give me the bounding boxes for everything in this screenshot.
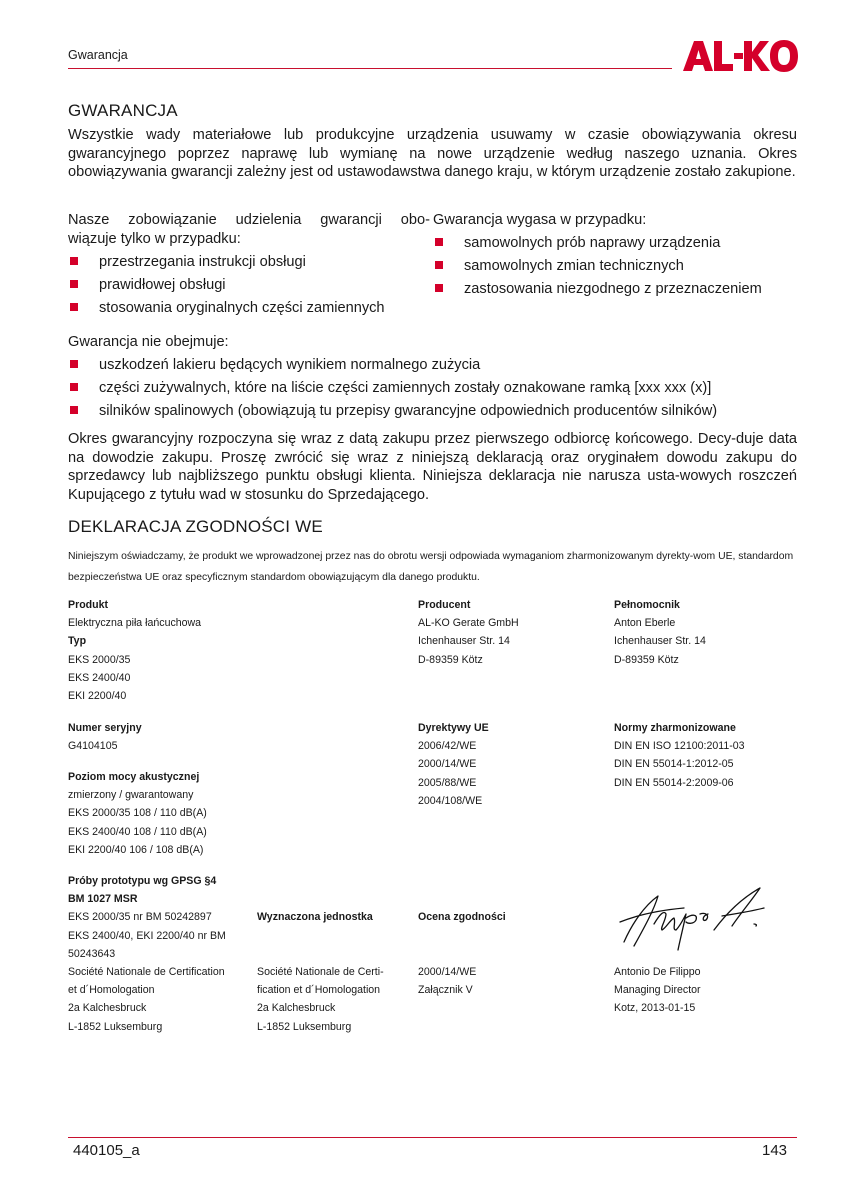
header-rule: [68, 68, 672, 69]
directive-item: 2000/14/WE: [418, 758, 477, 771]
footer-rule: [68, 1137, 797, 1138]
prototype-line: EKS 2400/40, EKI 2200/40 nr BM: [68, 929, 226, 942]
directive-item: 2006/42/WE: [418, 740, 477, 753]
list-item: silników spalinowych (obowiązują tu przepisy gwarancyjne odpowiednich producentów silników): [68, 402, 797, 421]
obligation-line-1: Nasze zobowiązanie udzielenia gwarancji obo-: [68, 212, 430, 228]
type-value: EKS 2000/35: [68, 653, 131, 666]
representative-line: Anton Eberle: [614, 617, 676, 630]
bullet-square-icon: [70, 280, 78, 288]
obligation-line-2: wiązuje tylko w przypadku:: [68, 230, 241, 247]
obligation-list: [68, 253, 430, 318]
sound-block: [68, 768, 253, 859]
notified-line: L-1852 Luksemburg: [257, 1020, 352, 1033]
page-number: 143: [762, 1142, 788, 1159]
declaration-title: DEKLARACJA ZGODNOŚCI WE: [68, 517, 323, 536]
producer-block: [418, 596, 598, 669]
declaration-intro: Niniejszym oświadczamy, że produkt we wprowadzonej przez nas do obrotu wersji odpowiada wymaganiom zharmonizowanym dyrekty-wom UE, standardom bezpieczeństwa UE oraz specyficznym standardom obowiązującym dla danego produktu.: [68, 551, 794, 583]
bullet-square-icon: [435, 261, 443, 269]
prototype-line: et d´Homologation: [68, 984, 155, 997]
list-item: samowolnych zmian technicznych: [433, 257, 797, 276]
bullet-square-icon: [70, 303, 78, 311]
norm-item: DIN EN 55014-2:2009-06: [614, 776, 734, 789]
product-value: Elektryczna piła łańcuchowa: [68, 617, 202, 630]
type-value: EKS 2400/40: [68, 671, 131, 684]
signature-image: [614, 884, 774, 956]
running-header: Gwarancja: [68, 48, 128, 62]
producer-label: Producent: [418, 599, 471, 611]
prototype-line: 2a Kalchesbruck: [68, 1002, 147, 1015]
representative-line: Ichenhauser Str. 14: [614, 635, 706, 648]
representative-block: [614, 596, 794, 669]
producer-line: D-89359 Kötz: [418, 653, 483, 666]
prototype-line: EKS 2000/35 nr BM 50242897: [68, 911, 212, 924]
directives-block: [418, 719, 598, 810]
bullet-square-icon: [70, 406, 78, 414]
signer-name: Antonio De Filippo: [614, 966, 701, 978]
sound-line: EKS 2000/35 108 / 110 dB(A): [68, 807, 207, 820]
product-label: Produkt: [68, 599, 109, 611]
notified-line: 2a Kalchesbruck: [257, 1002, 336, 1015]
norm-item: DIN EN ISO 12100:2011-03: [614, 740, 745, 753]
prototype-label: BM 1027 MSR: [68, 893, 138, 906]
conformity-line: 2000/14/WE: [418, 966, 477, 978]
notified-line: fication et d´Homologation: [257, 984, 381, 997]
serial-value: G4104105: [68, 740, 118, 753]
excludes-list: [68, 356, 797, 421]
alko-logo: [683, 40, 798, 72]
excludes-block: [68, 333, 797, 421]
obligation-column: [68, 211, 430, 317]
prototype-line: 50243643: [68, 947, 116, 960]
serial-block: [68, 719, 248, 755]
warranty-intro: Wszystkie wady materiałowe lub produkcyjne urządzenia usuwamy w czasie obowiązywania okresu gwarancyjnego poprzez naprawę lub wymianę na nowe urządzenie według naszego uznania. Okres obowiązywania gwarancji zależny jest od ustawodawstwa danego kraju, w którym urządzenie zostało zakupione.: [68, 127, 797, 180]
sound-line: EKI 2200/40 106 / 108 dB(A): [68, 843, 204, 856]
list-item: stosowania oryginalnych części zamiennych: [68, 299, 430, 318]
document-number: 440105_a: [73, 1142, 140, 1159]
list-item: samowolnych prób naprawy urządzenia: [433, 234, 797, 253]
directive-item: 2005/88/WE: [418, 776, 477, 789]
expires-column: [433, 211, 797, 299]
notified-label-block: [257, 908, 412, 926]
type-label: Typ: [68, 635, 87, 648]
prototype-line: Société Nationale de Certification: [68, 966, 225, 979]
prototype-line: L-1852 Luksemburg: [68, 1020, 163, 1033]
notified-line: Société Nationale de Certi-: [257, 966, 384, 978]
sound-line: EKS 2400/40 108 / 110 dB(A): [68, 825, 207, 838]
type-value: EKI 2200/40: [68, 690, 127, 703]
expires-list: [433, 234, 797, 299]
bullet-square-icon: [70, 257, 78, 265]
product-block: [68, 596, 248, 705]
bullet-square-icon: [70, 383, 78, 391]
representative-line: D-89359 Kötz: [614, 653, 679, 666]
conformity-label-block: [418, 908, 588, 926]
prototype-label: Próby prototypu wg GPSG §4: [68, 875, 217, 887]
list-item: przestrzegania instrukcji obsługi: [68, 253, 430, 272]
warranty-title: GWARANCJA: [68, 101, 178, 120]
bullet-square-icon: [70, 360, 78, 368]
norms-block: [614, 719, 797, 792]
serial-label: Numer seryjny: [68, 722, 142, 734]
conformity-line: Załącznik V: [418, 984, 473, 997]
conformity-label: Ocena zgodności: [418, 911, 506, 923]
directives-label: Dyrektywy UE: [418, 722, 489, 734]
list-item: prawidłowej obsługi: [68, 276, 430, 295]
representative-label: Pełnomocnik: [614, 599, 680, 611]
norm-item: DIN EN 55014-1:2012-05: [614, 758, 734, 771]
signer-date: Kotz, 2013-01-15: [614, 1002, 696, 1015]
signer-block: [614, 963, 797, 1018]
prototype-block: [68, 872, 253, 1036]
norms-label: Normy zharmonizowane: [614, 722, 736, 734]
list-item: uszkodzeń lakieru będących wynikiem normalnego zużycia: [68, 356, 797, 375]
expires-heading: Gwarancja wygasa w przypadku:: [433, 212, 647, 228]
sound-line: zmierzony / gwarantowany: [68, 789, 194, 802]
notified-label: Wyznaczona jednostka: [257, 911, 373, 923]
conformity-block: [418, 963, 588, 999]
bullet-square-icon: [435, 284, 443, 292]
directive-item: 2004/108/WE: [418, 794, 483, 807]
producer-line: AL-KO Gerate GmbH: [418, 617, 519, 630]
list-item: zastosowania niezgodnego z przeznaczeniem: [433, 280, 797, 299]
bullet-square-icon: [435, 238, 443, 246]
warranty-period-text: Okres gwarancyjny rozpoczyna się wraz z datą zakupu przez pierwszego odbiorcę końcowego. Decy-duje data na dowodzie zakupu. Proszę zwrócić się wraz z niniejszą deklaracją oraz oryginałem dowodu zakupu do sprzedawcy lub najbliższego punktu obsługi klienta. Niniejsza deklaracja nie narusza usta-wowych roszczeń Kupującego z tytułu wad w stosunku do Sprzedającego.: [68, 431, 797, 503]
notified-block: [257, 963, 412, 1036]
signer-title: Managing Director: [614, 984, 701, 997]
sound-label: Poziom mocy akustycznej: [68, 771, 200, 783]
excludes-heading: Gwarancja nie obejmuje:: [68, 334, 229, 350]
list-item: części zużywalnych, które na liście części zamiennych zostały oznakowane ramką [xxx xxx (x)]: [68, 379, 797, 398]
producer-line: Ichenhauser Str. 14: [418, 635, 510, 648]
